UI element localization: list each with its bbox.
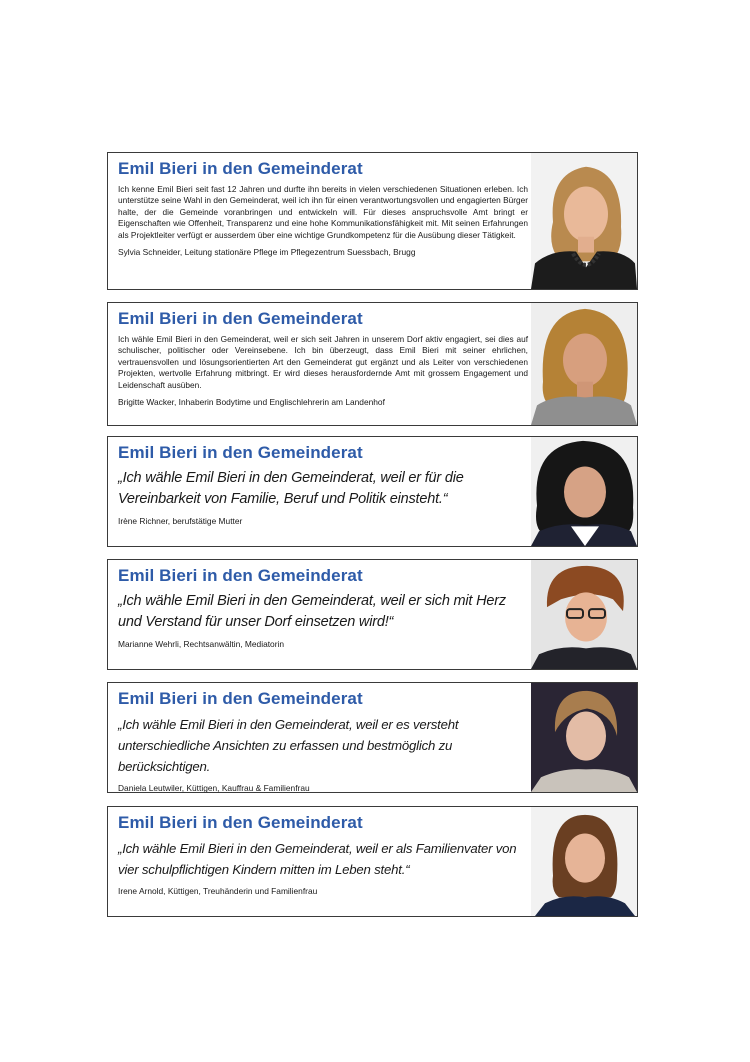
testimonial-card-5 — [107, 682, 638, 793]
portrait-photo — [531, 560, 637, 669]
testimonial-text: Ich wähle Emil Bieri in den Gemeinderat, weil er sich seit Jahren in unserem Dorf aktiv engagiert, sei dies auf schulischer, politischer oder Vereinsebene. Ich bin überzeugt, dass Emil Bieri mit seiner ehrlichen, vertrauensvollen und lösungsorientierten Art den Gemeinderat gut ergänzt und als Leiter von verschiedenen Projekten, wertvolle Erfahrung mitbringt. Er wird dieses herausfordernde Amt mit grossem Engagement und Leidenschaft ausüben. — [118, 334, 528, 390]
portrait-photo — [531, 683, 637, 792]
portrait-photo — [531, 303, 637, 425]
portrait-photo — [531, 437, 637, 546]
portrait-photo — [531, 807, 637, 916]
card-title: Emil Bieri in den Gemeinderat — [118, 813, 363, 832]
testimonial-signature: Brigitte Wacker, Inhaberin Bodytime und Englischlehrerin am Landenhof — [118, 397, 385, 408]
testimonial-card-1 — [107, 152, 638, 290]
testimonial-quote: „Ich wähle Emil Bieri in den Gemeinderat, weil er es versteht unterschiedliche Ansichten zu erfassen und bestmöglich zu berücksichtigen. — [118, 717, 459, 774]
testimonial-quote: „Ich wähle Emil Bieri in den Gemeinderat, weil er sich mit Herz und Verstand für unser Dorf einsetzen wird!“ — [118, 593, 506, 630]
card-title: Emil Bieri in den Gemeinderat — [118, 309, 363, 328]
testimonial-quote: „Ich wähle Emil Bieri in den Gemeinderat, weil er als Familienvater von vier schulpflichtigen Kindern mitten im Leben steht.“ — [118, 841, 517, 877]
testimonial-text: Ich kenne Emil Bieri seit fast 12 Jahren und durfte ihn bereits in vielen verschiedenen Situationen erleben. Ich unterstütze seine Wahl in den Gemeinderat, weil ich ihn für einen verantwortungsvollen und engagierten Bürger halte, der die Gemeinde voranbringen und entwickeln will. Für dieses anspruchsvolle Amt bringt er Eigenschaften wie Offenheit, Transparenz und eine hohe Kommunikationsfähigkeit mit. Mit seinen Erfahrungen als Projektleiter verfügt er ausserdem über eine wichtige Grundkompetenz für die Ausübung dieser Tätigkeit. — [118, 184, 528, 240]
card-title: Emil Bieri in den Gemeinderat — [118, 159, 363, 178]
testimonial-card-2 — [107, 302, 638, 426]
portrait-photo — [531, 153, 637, 289]
testimonial-card-6 — [107, 806, 638, 917]
testimonial-signature: Irene Arnold, Küttigen, Treuhänderin und Familienfrau — [118, 886, 318, 896]
testimonial-card-3 — [107, 436, 638, 547]
card-title: Emil Bieri in den Gemeinderat — [118, 443, 363, 462]
card-title: Emil Bieri in den Gemeinderat — [118, 689, 363, 708]
card-title: Emil Bieri in den Gemeinderat — [118, 566, 363, 585]
testimonial-signature: Marianne Wehrli, Rechtsanwältin, Mediatorin — [118, 639, 285, 649]
testimonial-signature: Sylvia Schneider, Leitung stationäre Pflege im Pflegezentrum Suessbach, Brugg — [118, 247, 416, 258]
testimonial-signature: Irène Richner, berufstätige Mutter — [118, 516, 243, 526]
testimonial-signature: Daniela Leutwiler, Küttigen, Kauffrau & Familienfrau — [118, 783, 310, 793]
testimonial-card-4 — [107, 559, 638, 670]
testimonial-quote: „Ich wähle Emil Bieri in den Gemeinderat, weil er für die Vereinbarkeit von Familie, Beruf und Politik einsteht.“ — [118, 470, 464, 507]
